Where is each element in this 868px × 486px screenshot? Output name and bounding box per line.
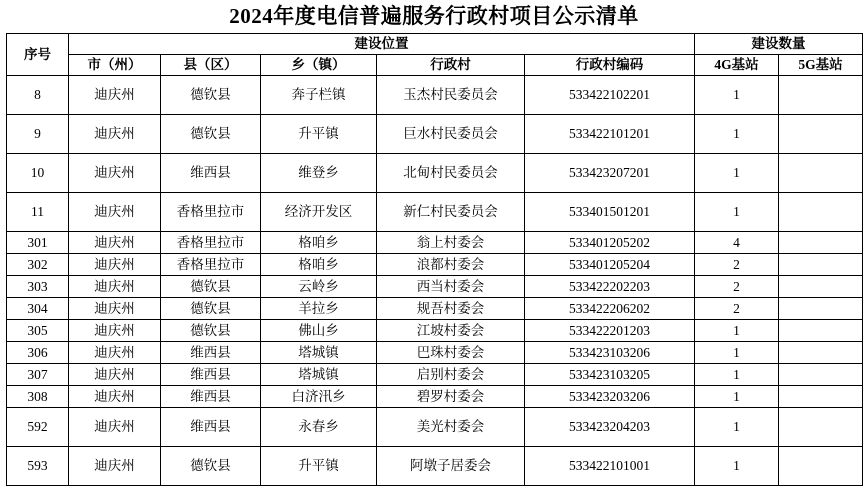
- header-location-group: 建设位置: [69, 34, 695, 55]
- cell-4g: 2: [695, 298, 779, 320]
- cell-code: 533401205202: [525, 232, 695, 254]
- cell-town: 白济汛乡: [261, 386, 377, 408]
- cell-code: 533422101001: [525, 447, 695, 486]
- cell-city: 迪庆州: [69, 193, 161, 232]
- cell-4g: 1: [695, 447, 779, 486]
- table-row: [7, 76, 863, 115]
- cell-code: 533401501201: [525, 193, 695, 232]
- cell-city: 迪庆州: [69, 342, 161, 364]
- cell-village: 规吾村委会: [377, 298, 525, 320]
- header-5g: 5G基站: [779, 55, 863, 76]
- table-row: [7, 342, 863, 364]
- cell-village: 北甸村民委员会: [377, 154, 525, 193]
- cell-seq: 592: [7, 408, 69, 447]
- cell-4g: 1: [695, 193, 779, 232]
- cell-village: 巨水村民委员会: [377, 115, 525, 154]
- cell-town: 永春乡: [261, 408, 377, 447]
- header-4g: 4G基站: [695, 55, 779, 76]
- cell-town: 塔城镇: [261, 364, 377, 386]
- cell-town: 佛山乡: [261, 320, 377, 342]
- cell-seq: 8: [7, 76, 69, 115]
- cell-city: 迪庆州: [69, 254, 161, 276]
- cell-code: 533422101201: [525, 115, 695, 154]
- table-row: [7, 386, 863, 408]
- table-row: [7, 276, 863, 298]
- table-row: [7, 154, 863, 193]
- cell-village: 阿墩子居委会: [377, 447, 525, 486]
- cell-5g: [779, 276, 863, 298]
- cell-code: 533423204203: [525, 408, 695, 447]
- cell-city: 迪庆州: [69, 447, 161, 486]
- cell-code: 533422206202: [525, 298, 695, 320]
- cell-county: 香格里拉市: [161, 193, 261, 232]
- cell-seq: 593: [7, 447, 69, 486]
- cell-seq: 307: [7, 364, 69, 386]
- cell-city: 迪庆州: [69, 298, 161, 320]
- cell-town: 奔子栏镇: [261, 76, 377, 115]
- cell-city: 迪庆州: [69, 408, 161, 447]
- header-city: 市（州）: [69, 55, 161, 76]
- cell-5g: [779, 408, 863, 447]
- table-header: [7, 34, 863, 76]
- cell-town: 塔城镇: [261, 342, 377, 364]
- cell-county: 香格里拉市: [161, 232, 261, 254]
- cell-town: 升平镇: [261, 447, 377, 486]
- cell-city: 迪庆州: [69, 154, 161, 193]
- cell-village: 江坡村委会: [377, 320, 525, 342]
- table-row: [7, 298, 863, 320]
- cell-city: 迪庆州: [69, 320, 161, 342]
- table-body: [7, 76, 863, 486]
- cell-code: 533422102201: [525, 76, 695, 115]
- header-seq: 序号: [7, 34, 69, 76]
- table-row: [7, 232, 863, 254]
- table-row: [7, 364, 863, 386]
- cell-county: 维西县: [161, 154, 261, 193]
- cell-county: 德钦县: [161, 76, 261, 115]
- cell-code: 533422201203: [525, 320, 695, 342]
- cell-village: 美光村委会: [377, 408, 525, 447]
- cell-5g: [779, 254, 863, 276]
- cell-village: 新仁村民委员会: [377, 193, 525, 232]
- cell-seq: 302: [7, 254, 69, 276]
- cell-county: 维西县: [161, 342, 261, 364]
- cell-4g: 1: [695, 115, 779, 154]
- cell-village: 浪都村委会: [377, 254, 525, 276]
- cell-town: 云岭乡: [261, 276, 377, 298]
- cell-city: 迪庆州: [69, 76, 161, 115]
- cell-county: 德钦县: [161, 447, 261, 486]
- cell-4g: 1: [695, 154, 779, 193]
- cell-seq: 11: [7, 193, 69, 232]
- cell-4g: 1: [695, 342, 779, 364]
- cell-county: 德钦县: [161, 276, 261, 298]
- cell-5g: [779, 364, 863, 386]
- cell-5g: [779, 320, 863, 342]
- cell-county: 德钦县: [161, 115, 261, 154]
- cell-seq: 10: [7, 154, 69, 193]
- table-row: [7, 115, 863, 154]
- cell-county: 维西县: [161, 364, 261, 386]
- cell-village: 西当村委会: [377, 276, 525, 298]
- cell-4g: 1: [695, 320, 779, 342]
- cell-4g: 2: [695, 276, 779, 298]
- cell-city: 迪庆州: [69, 232, 161, 254]
- cell-seq: 303: [7, 276, 69, 298]
- cell-4g: 1: [695, 408, 779, 447]
- cell-code: 533423103206: [525, 342, 695, 364]
- cell-seq: 304: [7, 298, 69, 320]
- table-row: [7, 320, 863, 342]
- cell-5g: [779, 386, 863, 408]
- header-quantity-group: 建设数量: [695, 34, 863, 55]
- cell-5g: [779, 193, 863, 232]
- cell-code: 533423103205: [525, 364, 695, 386]
- cell-county: 香格里拉市: [161, 254, 261, 276]
- project-listing-table: [6, 33, 863, 486]
- header-village: 行政村: [377, 55, 525, 76]
- cell-seq: 301: [7, 232, 69, 254]
- cell-village: 翁上村委会: [377, 232, 525, 254]
- cell-village: 启别村委会: [377, 364, 525, 386]
- cell-town: 经济开发区: [261, 193, 377, 232]
- cell-city: 迪庆州: [69, 115, 161, 154]
- cell-village: 巴珠村委会: [377, 342, 525, 364]
- cell-county: 维西县: [161, 386, 261, 408]
- cell-5g: [779, 298, 863, 320]
- cell-seq: 306: [7, 342, 69, 364]
- cell-4g: 1: [695, 76, 779, 115]
- cell-village: 碧罗村委会: [377, 386, 525, 408]
- header-code: 行政村编码: [525, 55, 695, 76]
- header-town: 乡（镇）: [261, 55, 377, 76]
- cell-town: 升平镇: [261, 115, 377, 154]
- cell-city: 迪庆州: [69, 276, 161, 298]
- cell-town: 维登乡: [261, 154, 377, 193]
- cell-town: 羊拉乡: [261, 298, 377, 320]
- cell-5g: [779, 342, 863, 364]
- cell-county: 德钦县: [161, 298, 261, 320]
- cell-town: 格咱乡: [261, 232, 377, 254]
- cell-village: 玉杰村民委员会: [377, 76, 525, 115]
- cell-seq: 308: [7, 386, 69, 408]
- cell-5g: [779, 115, 863, 154]
- cell-county: 维西县: [161, 408, 261, 447]
- cell-4g: 1: [695, 386, 779, 408]
- cell-code: 533423207201: [525, 154, 695, 193]
- cell-4g: 2: [695, 254, 779, 276]
- cell-seq: 9: [7, 115, 69, 154]
- cell-code: 533401205204: [525, 254, 695, 276]
- table-row: [7, 408, 863, 447]
- cell-5g: [779, 154, 863, 193]
- cell-seq: 305: [7, 320, 69, 342]
- table-row: [7, 254, 863, 276]
- cell-county: 德钦县: [161, 320, 261, 342]
- header-county: 县（区）: [161, 55, 261, 76]
- cell-4g: 1: [695, 364, 779, 386]
- cell-4g: 4: [695, 232, 779, 254]
- cell-code: 533423203206: [525, 386, 695, 408]
- cell-town: 格咱乡: [261, 254, 377, 276]
- cell-city: 迪庆州: [69, 364, 161, 386]
- cell-5g: [779, 232, 863, 254]
- page-title: 2024年度电信普遍服务行政村项目公示清单: [229, 4, 639, 28]
- cell-5g: [779, 76, 863, 115]
- cell-code: 533422202203: [525, 276, 695, 298]
- cell-city: 迪庆州: [69, 386, 161, 408]
- table-row: [7, 193, 863, 232]
